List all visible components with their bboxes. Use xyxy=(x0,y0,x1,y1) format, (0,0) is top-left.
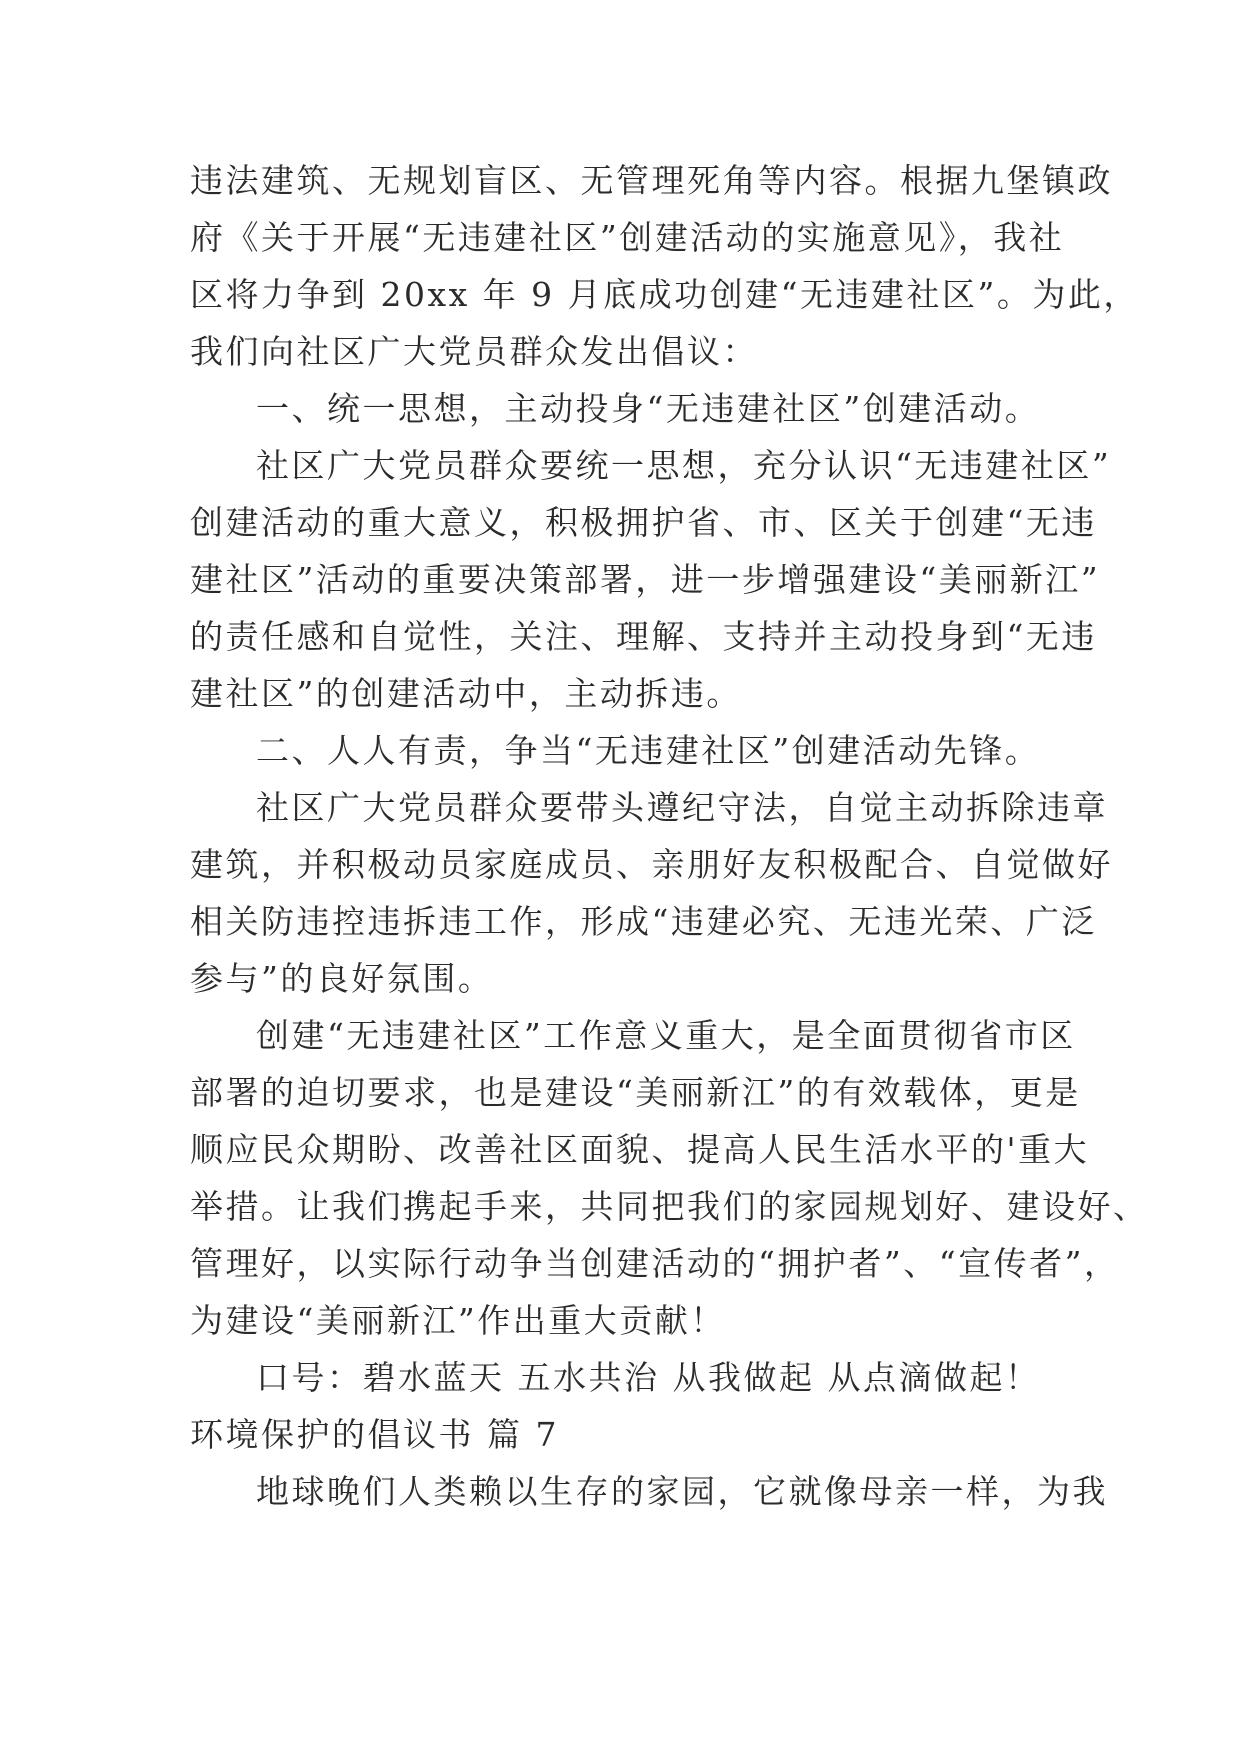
text-line: 区将力争到 20xx 年 9 月底成功创建“无违建社区”。为此， xyxy=(190,275,1139,314)
text-line: 举措。让我们携起手来，共同把我们的家园规划好、建设好、 xyxy=(190,1187,1149,1226)
text-line: 管理好，以实际行动争当创建活动的“拥护者”、“宣传者”， xyxy=(190,1244,1120,1283)
text-line: 相关防违控违拆违工作，形成“违建必究、无违光荣、广泛 xyxy=(190,902,1097,941)
document-body xyxy=(190,152,1149,1520)
text-line: 社区广大党员群众要统一思想，充分认识“无违建社区” xyxy=(256,446,1112,485)
text-line: 的责任感和自觉性，关注、理解、支持并主动投身到“无违 xyxy=(190,617,1097,656)
text-line: 参与”的良好氛围。 xyxy=(190,959,494,998)
text-line: 地球晚们人类赖以生存的家园，它就像母亲一样，为我 xyxy=(256,1472,1108,1511)
text-line: 违法建筑、无规划盲区、无管理死角等内容。根据九堡镇政 xyxy=(190,161,1113,200)
text-line: 一、统一思想，主动投身“无违建社区”创建活动。 xyxy=(256,389,1041,428)
text-line: 为建设“美丽新江”作出重大贡献！ xyxy=(190,1301,726,1340)
text-line: 创建“无违建社区”工作意义重大，是全面贯彻省市区 xyxy=(256,1016,1076,1055)
text-line: 建社区”的创建活动中，主动拆违。 xyxy=(190,674,742,713)
text-line: 二、人人有责，争当“无违建社区”创建活动先锋。 xyxy=(256,731,1041,770)
text-line: 口号：碧水蓝天 五水共治 从我做起 从点滴做起！ xyxy=(256,1358,1041,1397)
text-line: 部署的迫切要求，也是建设“美丽新江”的有效载体，更是 xyxy=(190,1073,1081,1112)
text-line: 创建活动的重大意义，积极拥护省、市、区关于创建“无违 xyxy=(190,503,1097,542)
text-line: 我们向社区广大党员群众发出倡议： xyxy=(190,332,758,371)
text-line: 社区广大党员群众要带头遵纪守法，自觉主动拆除违章 xyxy=(256,788,1108,827)
text-line: 建筑，并积极动员家庭成员、亲朋好友积极配合、自觉做好 xyxy=(190,845,1113,884)
text-line: 环境保护的倡议书 篇 7 xyxy=(190,1415,559,1454)
text-line: 建社区”活动的重要决策部署，进一步增强建设“美丽新江” xyxy=(190,560,1101,599)
text-line: 府《关于开展“无违建社区”创建活动的实施意见》，我社 xyxy=(190,218,1065,257)
text-line: 顺应民众期盼、改善社区面貌、提高人民生活水平的'重大 xyxy=(190,1130,1090,1169)
